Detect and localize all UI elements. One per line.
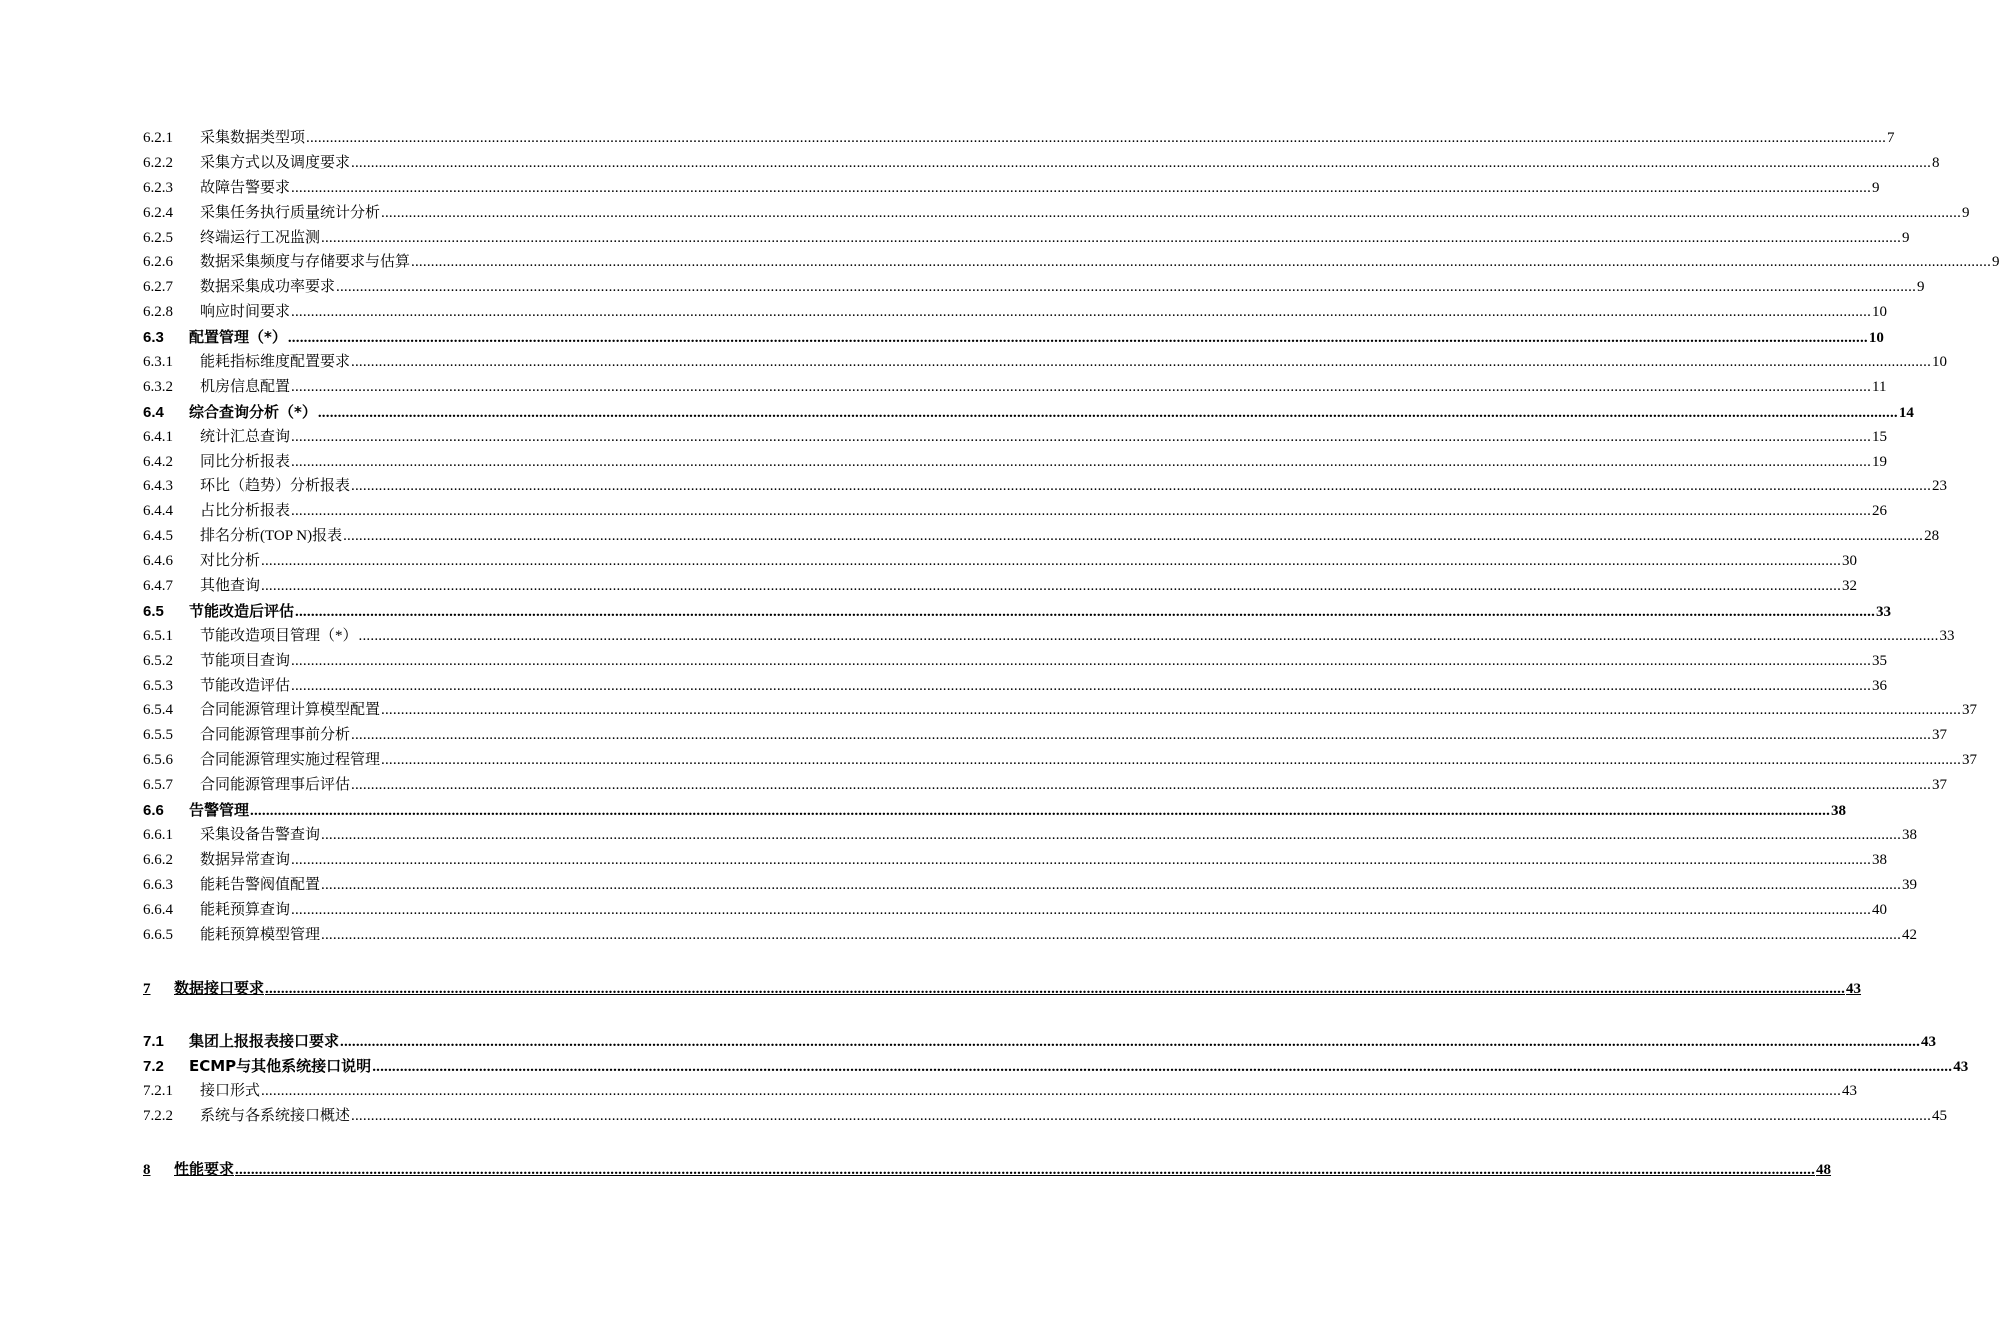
toc-dot-leader: ................................................................................................................................................................................................................................................................................................................................................................................................................ bbox=[261, 578, 1842, 595]
toc-dot-leader: ................................................................................................................................................................................................................................................................................................................................................................................................................ bbox=[351, 727, 1932, 744]
toc-entry-title: 接口形式 bbox=[200, 1083, 261, 1100]
toc-dot-leader: ................................................................................................................................................................................................................................................................................................................................................................................................................ bbox=[295, 603, 1876, 620]
toc-entry-number: 6.5.1 bbox=[143, 627, 173, 644]
toc-entry[interactable] bbox=[143, 873, 1918, 898]
toc-dot-leader: ................................................................................................................................................................................................................................................................................................................................................................................................................ bbox=[351, 478, 1932, 495]
toc-entry-page-number: 48 bbox=[1816, 1162, 1832, 1179]
toc-entry[interactable] bbox=[143, 250, 2000, 275]
toc-entry-number: 6.5 bbox=[143, 602, 164, 620]
toc-entry-page-number: 8 bbox=[1932, 154, 1940, 171]
toc-entry-page-number: 38 bbox=[1902, 826, 1918, 843]
toc-entry-number: 6.4.5 bbox=[143, 528, 173, 545]
toc-entry-number: 6.5.5 bbox=[143, 727, 173, 744]
toc-entry[interactable] bbox=[143, 823, 1918, 848]
toc-dot-leader: ................................................................................................................................................................................................................................................................................................................................................................................................................ bbox=[291, 304, 1872, 321]
toc-dot-leader: ................................................................................................................................................................................................................................................................................................................................................................................................................ bbox=[351, 154, 1932, 171]
toc-entry-page-number: 38 bbox=[1831, 803, 1847, 820]
toc-entry[interactable] bbox=[143, 976, 1862, 1001]
toc-entry-page-number: 10 bbox=[1872, 304, 1888, 321]
toc-entry-page-number: 23 bbox=[1932, 478, 1948, 495]
toc-entry-title: 能耗指标维度配置要求 bbox=[200, 354, 351, 371]
toc-entry-number: 6.6.3 bbox=[143, 876, 173, 893]
toc-entry[interactable] bbox=[143, 151, 1940, 176]
toc-entry[interactable] bbox=[143, 549, 1858, 574]
toc-dot-leader: ................................................................................................................................................................................................................................................................................................................................................................................................................ bbox=[343, 528, 1924, 545]
toc-entry-title: 性能要求 bbox=[174, 1160, 235, 1179]
toc-entry[interactable] bbox=[143, 1157, 1832, 1182]
toc-entry-title: 配置管理（*） bbox=[189, 328, 287, 347]
toc-entry-number: 6.5.2 bbox=[143, 652, 173, 669]
toc-entry-number: 6.5.6 bbox=[143, 752, 173, 769]
toc-entry-page-number: 36 bbox=[1872, 677, 1888, 694]
toc-entry-page-number: 43 bbox=[1846, 980, 1862, 997]
toc-entry[interactable] bbox=[143, 400, 1914, 425]
toc-entry-title: 节能改造后评估 bbox=[189, 601, 295, 620]
toc-entry[interactable] bbox=[143, 723, 1948, 748]
toc-entry-title: 节能改造评估 bbox=[200, 677, 291, 694]
toc-entry-page-number: 7 bbox=[1887, 130, 1895, 146]
toc-entry-title: 合同能源管理事后评估 bbox=[200, 777, 351, 794]
toc-entry-number: 6.5.4 bbox=[143, 702, 173, 719]
toc-entry[interactable] bbox=[143, 1054, 1969, 1079]
toc-entry-number: 6.2.3 bbox=[143, 179, 173, 196]
toc-entry-title: 排名分析(TOP N)报表 bbox=[200, 528, 343, 545]
toc-entry[interactable] bbox=[143, 524, 1940, 549]
toc-entry-number: 7.2.2 bbox=[143, 1107, 173, 1124]
toc-entry-page-number: 43 bbox=[1842, 1083, 1858, 1100]
toc-entry-title: 数据异常查询 bbox=[200, 851, 291, 868]
toc-entry-number: 6.4.1 bbox=[143, 428, 173, 445]
toc-entry-number: 6.4.3 bbox=[143, 478, 173, 495]
toc-entry-page-number: 19 bbox=[1872, 453, 1888, 470]
toc-entry-number: 7.2.1 bbox=[143, 1083, 173, 1100]
toc-dot-leader: ................................................................................................................................................................................................................................................................................................................................................................................................................ bbox=[321, 229, 1902, 246]
toc-entry-title: 能耗预算模型管理 bbox=[200, 926, 321, 943]
toc-entry-page-number: 10 bbox=[1868, 330, 1884, 347]
toc-dot-leader: ................................................................................................................................................................................................................................................................................................................................................................................................................ bbox=[381, 702, 1962, 719]
toc-entry-number: 6.6.2 bbox=[143, 851, 173, 868]
toc-entry-page-number: 42 bbox=[1902, 926, 1918, 943]
toc-entry-page-number: 15 bbox=[1872, 428, 1888, 445]
toc-entry[interactable] bbox=[143, 450, 1888, 475]
toc-entry-page-number: 10 bbox=[1932, 354, 1948, 371]
toc-dot-leader: ................................................................................................................................................................................................................................................................................................................................................................................................................ bbox=[261, 1083, 1842, 1100]
toc-entry-page-number: 35 bbox=[1872, 652, 1888, 669]
toc-dot-leader: ................................................................................................................................................................................................................................................................................................................................................................................................................ bbox=[250, 803, 1831, 820]
toc-entry-title: 采集任务执行质量统计分析 bbox=[200, 204, 381, 221]
toc-entry-title: 能耗预算查询 bbox=[200, 901, 291, 918]
toc-entry[interactable] bbox=[143, 848, 1888, 873]
toc-entry[interactable] bbox=[143, 1029, 1937, 1054]
toc-entry[interactable] bbox=[143, 350, 1948, 375]
toc-dot-leader: ................................................................................................................................................................................................................................................................................................................................................................................................................ bbox=[291, 453, 1872, 470]
toc-entry-page-number: 32 bbox=[1842, 578, 1858, 595]
toc-dot-leader: ................................................................................................................................................................................................................................................................................................................................................................................................................ bbox=[381, 204, 1962, 221]
toc-entry-title: 采集设备告警查询 bbox=[200, 826, 321, 843]
toc-entry-title: 节能改造项目管理（*） bbox=[200, 627, 358, 644]
toc-entry-page-number: 9 bbox=[1962, 204, 1970, 221]
toc-dot-leader: ................................................................................................................................................................................................................................................................................................................................................................................................................ bbox=[261, 553, 1842, 570]
toc-entry[interactable] bbox=[143, 773, 1948, 798]
table-of-contents bbox=[143, 126, 2000, 1182]
toc-entry-page-number: 39 bbox=[1902, 876, 1918, 893]
toc-dot-leader: ................................................................................................................................................................................................................................................................................................................................................................................................................ bbox=[340, 1034, 1921, 1051]
toc-entry[interactable] bbox=[143, 898, 1888, 923]
toc-entry-title: 系统与各系统接口概述 bbox=[200, 1107, 351, 1124]
toc-entry-page-number: 9 bbox=[1902, 229, 1910, 246]
toc-entry-title: 其他查询 bbox=[200, 578, 261, 595]
toc-dot-leader: ................................................................................................................................................................................................................................................................................................................................................................................................................ bbox=[291, 378, 1872, 395]
toc-entry-number: 6.2.8 bbox=[143, 304, 173, 321]
toc-entry-page-number: 43 bbox=[1921, 1034, 1937, 1051]
toc-dot-leader: ................................................................................................................................................................................................................................................................................................................................................................................................................ bbox=[291, 901, 1872, 918]
toc-entry-title: 对比分析 bbox=[200, 553, 261, 570]
toc-entry[interactable] bbox=[143, 126, 1895, 151]
toc-dot-leader: ................................................................................................................................................................................................................................................................................................................................................................................................................ bbox=[235, 1162, 1816, 1179]
toc-entry[interactable] bbox=[143, 748, 1978, 773]
toc-entry-number: 6.3.1 bbox=[143, 354, 173, 371]
toc-dot-leader: ................................................................................................................................................................................................................................................................................................................................................................................................................ bbox=[321, 876, 1902, 893]
toc-dot-leader: ................................................................................................................................................................................................................................................................................................................................................................................................................ bbox=[265, 980, 1846, 997]
toc-dot-leader: ................................................................................................................................................................................................................................................................................................................................................................................................................ bbox=[291, 428, 1872, 445]
toc-entry-number: 6.4.4 bbox=[143, 503, 173, 520]
toc-dot-leader: ................................................................................................................................................................................................................................................................................................................................................................................................................ bbox=[321, 926, 1902, 943]
toc-entry-title: 统计汇总查询 bbox=[200, 428, 291, 445]
toc-entry[interactable] bbox=[143, 275, 1925, 300]
toc-entry-number: 6.6.1 bbox=[143, 826, 173, 843]
toc-entry-number: 6.2.1 bbox=[143, 130, 173, 146]
toc-entry-title: 机房信息配置 bbox=[200, 378, 291, 395]
toc-entry-page-number: 33 bbox=[1939, 627, 1955, 644]
toc-entry-title: 告警管理 bbox=[189, 801, 250, 820]
toc-dot-leader: ................................................................................................................................................................................................................................................................................................................................................................................................................ bbox=[317, 404, 1898, 421]
toc-entry-title: 节能项目查询 bbox=[200, 652, 291, 669]
toc-entry[interactable] bbox=[143, 674, 1888, 699]
toc-dot-leader: ................................................................................................................................................................................................................................................................................................................................................................................................................ bbox=[381, 752, 1962, 769]
toc-entry-title: 同比分析报表 bbox=[200, 453, 291, 470]
toc-entry-number: 6.2.6 bbox=[143, 254, 173, 271]
toc-entry-number: 7.2 bbox=[143, 1058, 164, 1076]
toc-entry-page-number: 40 bbox=[1872, 901, 1888, 918]
toc-entry-page-number: 14 bbox=[1898, 404, 1914, 421]
toc-entry-number: 6.2.7 bbox=[143, 279, 173, 296]
toc-entry[interactable] bbox=[143, 425, 1888, 450]
toc-entry[interactable] bbox=[143, 574, 1858, 599]
toc-entry-number: 6.6.4 bbox=[143, 901, 173, 918]
toc-entry-number: 6.5.3 bbox=[143, 677, 173, 694]
toc-dot-leader: ................................................................................................................................................................................................................................................................................................................................................................................................................ bbox=[351, 777, 1932, 794]
toc-entry-number: 6.4.2 bbox=[143, 453, 173, 470]
toc-entry[interactable] bbox=[143, 923, 1918, 948]
toc-entry-number: 6.2.5 bbox=[143, 229, 173, 246]
toc-entry-number: 6.6.5 bbox=[143, 926, 173, 943]
toc-entry-page-number: 9 bbox=[1992, 254, 2000, 271]
toc-entry-page-number: 9 bbox=[1872, 179, 1880, 196]
toc-entry[interactable] bbox=[143, 499, 1888, 524]
toc-entry-title: 采集数据类型项 bbox=[200, 130, 306, 146]
toc-entry-page-number: 11 bbox=[1872, 378, 1887, 395]
toc-entry[interactable] bbox=[143, 474, 1948, 499]
toc-entry-title: 集团上报报表接口要求 bbox=[189, 1032, 340, 1051]
toc-dot-leader: ................................................................................................................................................................................................................................................................................................................................................................................................................ bbox=[358, 627, 1939, 644]
toc-entry-number: 7 bbox=[143, 980, 151, 997]
toc-entry-title: 综合查询分析（*） bbox=[189, 402, 317, 421]
toc-entry-page-number: 26 bbox=[1872, 503, 1888, 520]
toc-entry-number: 6.6 bbox=[143, 802, 164, 820]
toc-entry-title: 采集方式以及调度要求 bbox=[200, 154, 351, 171]
toc-dot-leader: ................................................................................................................................................................................................................................................................................................................................................................................................................ bbox=[336, 279, 1917, 296]
toc-entry-title: 合同能源管理计算模型配置 bbox=[200, 702, 381, 719]
toc-entry-title: 合同能源管理实施过程管理 bbox=[200, 752, 381, 769]
toc-entry[interactable] bbox=[143, 325, 1884, 350]
toc-gap bbox=[143, 1129, 806, 1158]
toc-entry-number: 6.4.6 bbox=[143, 553, 173, 570]
toc-entry-page-number: 30 bbox=[1842, 553, 1858, 570]
toc-dot-leader: ................................................................................................................................................................................................................................................................................................................................................................................................................ bbox=[372, 1059, 1953, 1076]
toc-entry-title: 数据采集成功率要求 bbox=[200, 279, 336, 296]
toc-dot-leader: ................................................................................................................................................................................................................................................................................................................................................................................................................ bbox=[291, 851, 1872, 868]
toc-entry-title: 能耗告警阀值配置 bbox=[200, 876, 321, 893]
toc-entry-title: 数据接口要求 bbox=[174, 978, 265, 997]
toc-entry-title: 终端运行工况监测 bbox=[200, 229, 321, 246]
toc-entry[interactable] bbox=[143, 176, 1880, 201]
toc-dot-leader: ................................................................................................................................................................................................................................................................................................................................................................................................................ bbox=[411, 254, 1992, 271]
toc-entry-page-number: 38 bbox=[1872, 851, 1888, 868]
toc-entry[interactable] bbox=[143, 1079, 1858, 1104]
toc-entry-number: 6.4 bbox=[143, 403, 164, 421]
toc-entry-page-number: 43 bbox=[1953, 1059, 1969, 1076]
toc-entry-title: 占比分析报表 bbox=[200, 503, 291, 520]
toc-entry-number: 7.1 bbox=[143, 1033, 164, 1051]
toc-entry-title: 响应时间要求 bbox=[200, 304, 291, 321]
toc-entry[interactable] bbox=[143, 649, 1888, 674]
toc-entry-title: 合同能源管理事前分析 bbox=[200, 727, 351, 744]
toc-entry[interactable] bbox=[143, 599, 1892, 624]
toc-dot-leader: ................................................................................................................................................................................................................................................................................................................................................................................................................ bbox=[291, 179, 1872, 196]
toc-entry[interactable] bbox=[143, 300, 1888, 325]
toc-entry-page-number: 37 bbox=[1962, 752, 1978, 769]
toc-entry[interactable] bbox=[143, 375, 1887, 400]
toc-entry[interactable] bbox=[143, 624, 1955, 649]
toc-entry-page-number: 33 bbox=[1876, 603, 1892, 620]
toc-entry[interactable] bbox=[143, 1104, 1948, 1129]
toc-entry-title: 故障告警要求 bbox=[200, 179, 291, 196]
toc-entry-number: 6.3 bbox=[143, 329, 164, 347]
toc-entry-number: 6.4.7 bbox=[143, 578, 173, 595]
toc-entry-number: 6.2.4 bbox=[143, 204, 173, 221]
toc-dot-leader: ................................................................................................................................................................................................................................................................................................................................................................................................................ bbox=[351, 1107, 1932, 1124]
toc-entry[interactable] bbox=[143, 798, 1847, 823]
toc-entry[interactable] bbox=[143, 698, 1978, 723]
toc-dot-leader: ................................................................................................................................................................................................................................................................................................................................................................................................................ bbox=[351, 354, 1932, 371]
toc-entry-number: 6.5.7 bbox=[143, 777, 173, 794]
toc-entry-page-number: 9 bbox=[1917, 279, 1925, 296]
toc-entry-number: 6.3.2 bbox=[143, 378, 173, 395]
toc-entry-page-number: 45 bbox=[1932, 1107, 1948, 1124]
toc-entry-number: 6.2.2 bbox=[143, 154, 173, 171]
toc-gap bbox=[143, 1001, 806, 1030]
toc-entry[interactable] bbox=[143, 201, 1970, 226]
toc-entry-title: 环比（趋势）分析报表 bbox=[200, 478, 351, 495]
toc-dot-leader: ................................................................................................................................................................................................................................................................................................................................................................................................................ bbox=[291, 503, 1872, 520]
toc-entry-page-number: 37 bbox=[1932, 727, 1948, 744]
toc-gap bbox=[143, 947, 806, 976]
toc-entry-page-number: 28 bbox=[1924, 528, 1940, 545]
toc-entry-page-number: 37 bbox=[1962, 702, 1978, 719]
toc-entry[interactable] bbox=[143, 226, 1910, 251]
toc-entry-title: ECMP与其他系统接口说明 bbox=[189, 1057, 372, 1076]
toc-dot-leader: ................................................................................................................................................................................................................................................................................................................................................................................................................ bbox=[321, 826, 1902, 843]
toc-dot-leader: ................................................................................................................................................................................................................................................................................................................................................................................................................ bbox=[291, 652, 1872, 669]
toc-dot-leader: ................................................................................................................................................................................................................................................................................................................................................................................................................ bbox=[287, 330, 1868, 347]
toc-dot-leader: ................................................................................................................................................................................................................................................................................................................................................................................................................ bbox=[291, 677, 1872, 694]
toc-entry-title: 数据采集频度与存储要求与估算 bbox=[200, 254, 411, 271]
toc-entry-number: 8 bbox=[143, 1162, 151, 1179]
toc-entry-page-number: 37 bbox=[1932, 777, 1948, 794]
toc-dot-leader: ................................................................................................................................................................................................................................................................................................................................................................................................................ bbox=[306, 130, 1887, 146]
